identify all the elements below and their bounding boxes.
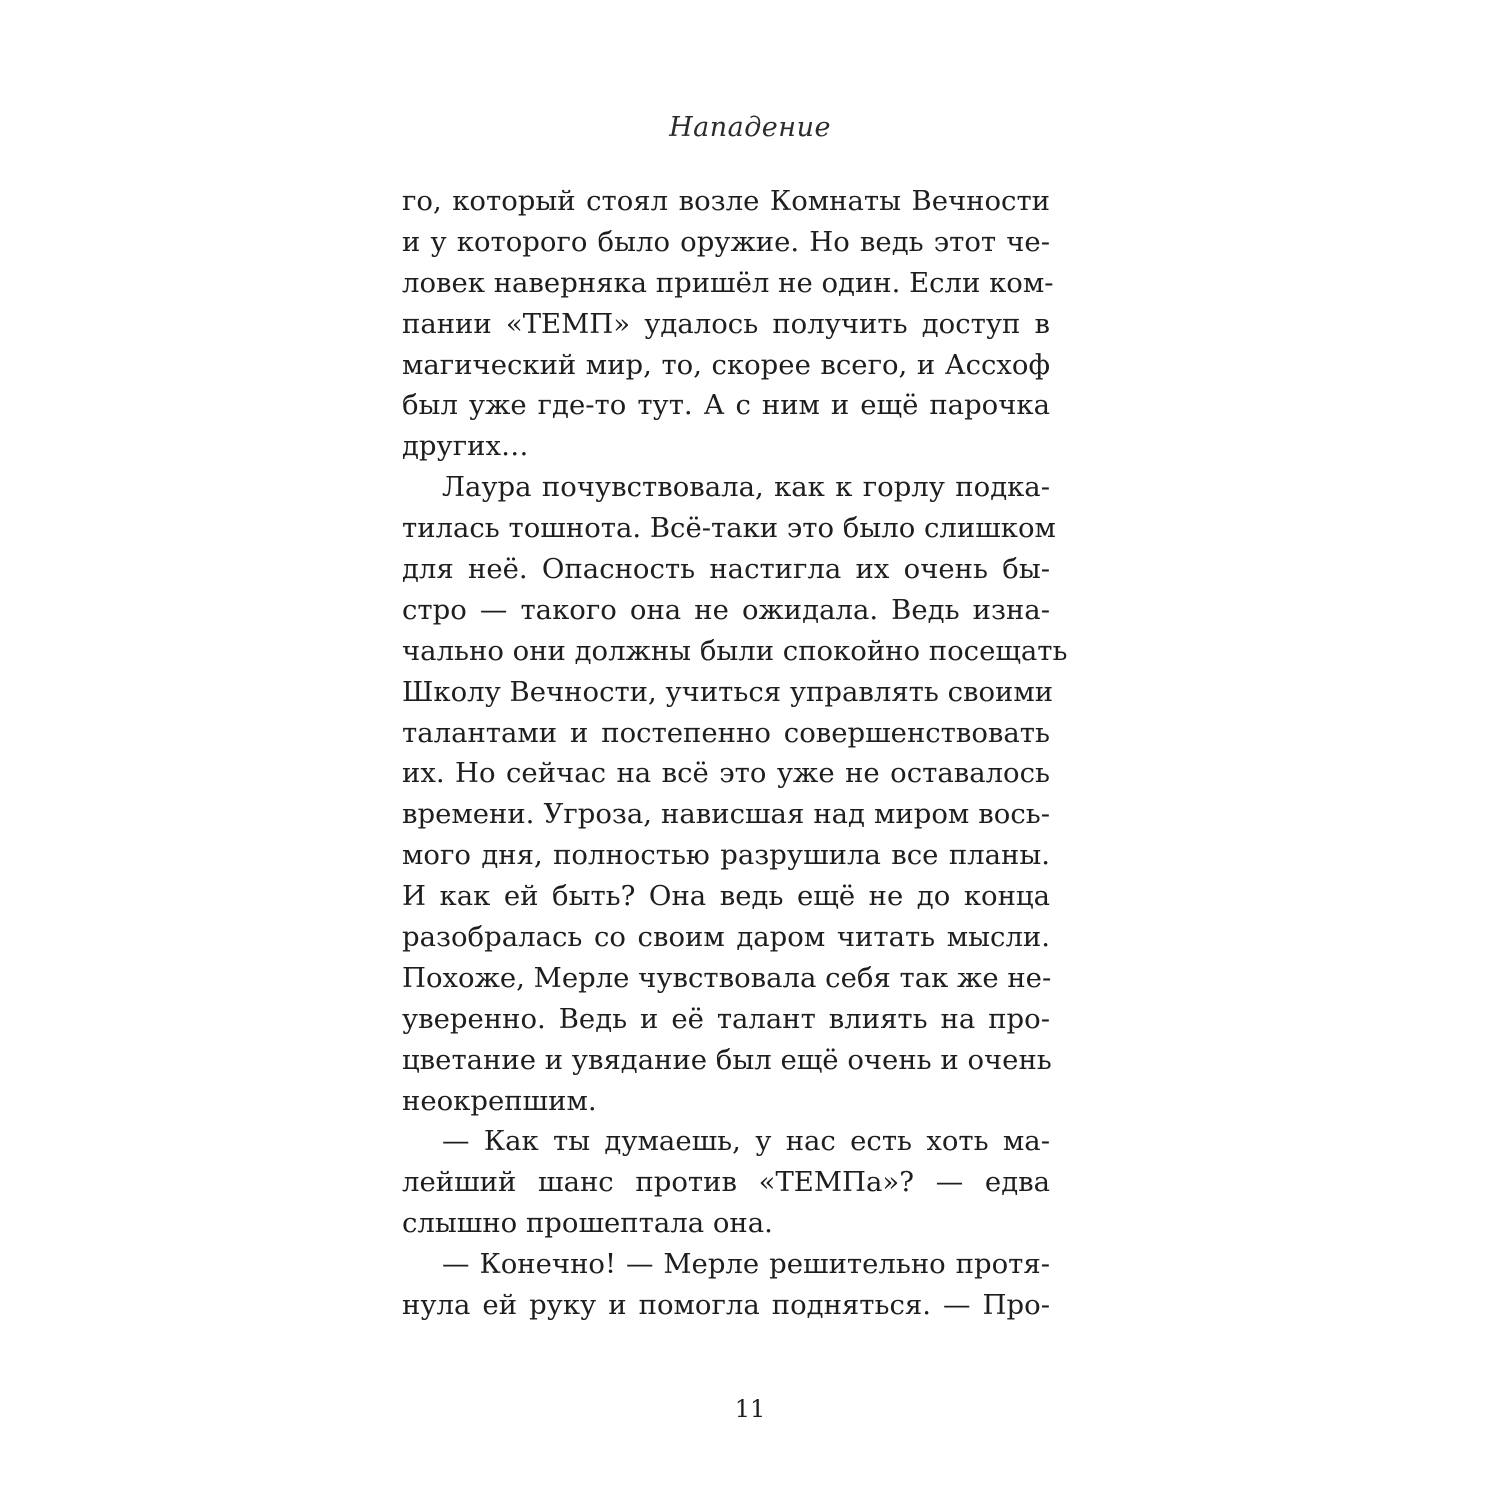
- text-line: был уже где-то тут. А с ним и ещё парочка: [402, 389, 1050, 422]
- text-line: чально они должны были спокойно посещать: [402, 634, 1068, 667]
- text-line: Школу Вечности, учиться управлять своими: [402, 675, 1054, 708]
- text-line: талантами и постепенно совершенствовать: [402, 716, 1050, 749]
- text-line: И как ей быть? Она ведь ещё не до конца: [402, 880, 1050, 913]
- text-line: уверенно. Ведь и её талант влиять на про-: [402, 1002, 1050, 1035]
- text-line: и у которого было оружие. Но ведь этот че-: [402, 225, 1050, 258]
- text-line: Лаура почувствовала, как к горлу подка-: [442, 471, 1050, 504]
- text-line: цветание и увядание был ещё очень и очень: [402, 1043, 1052, 1076]
- running-head: Нападение: [669, 112, 831, 143]
- text-line: стро — такого она не ожидала. Ведь изна-: [402, 593, 1050, 626]
- text-line: тилась тошнота. Всё-таки это было слишком: [402, 512, 1056, 545]
- text-line: для неё. Опасность настигла их очень бы-: [402, 553, 1050, 586]
- body-text: [402, 181, 1068, 1326]
- text-line: — Как ты думаешь, у нас есть хоть ма-: [442, 1125, 1050, 1158]
- text-line: ловек наверняка пришёл не один. Если ком-: [402, 266, 1054, 299]
- text-line: других…: [402, 430, 529, 463]
- text-line: слышно прошептала она.: [402, 1207, 773, 1240]
- text-line: времени. Угроза, нависшая над миром вось-: [402, 798, 1050, 831]
- page-number: 11: [734, 1395, 766, 1423]
- text-line: — Конечно! — Мерле решительно протя-: [442, 1248, 1050, 1281]
- text-line: мого дня, полностью разрушила все планы.: [402, 839, 1050, 872]
- text-line: разобралась со своим даром читать мысли.: [402, 921, 1050, 954]
- text-line: го, который стоял возле Комнаты Вечности: [402, 185, 1050, 217]
- text-line: магический мир, то, скорее всего, и Ассхоф: [402, 348, 1050, 381]
- text-line: нула ей руку и помогла подняться. — Про-: [402, 1289, 1050, 1322]
- text-line: пании «ТЕМП» удалось получить доступ в: [402, 307, 1050, 340]
- text-line: их. Но сейчас на всё это уже не оставалось: [402, 757, 1050, 790]
- text-line: неокрепшим.: [402, 1084, 597, 1117]
- text-line: Похоже, Мерле чувствовала себя так же не-: [402, 961, 1052, 994]
- text-line: лейший шанс против «ТЕМПа»? — едва: [402, 1166, 1050, 1199]
